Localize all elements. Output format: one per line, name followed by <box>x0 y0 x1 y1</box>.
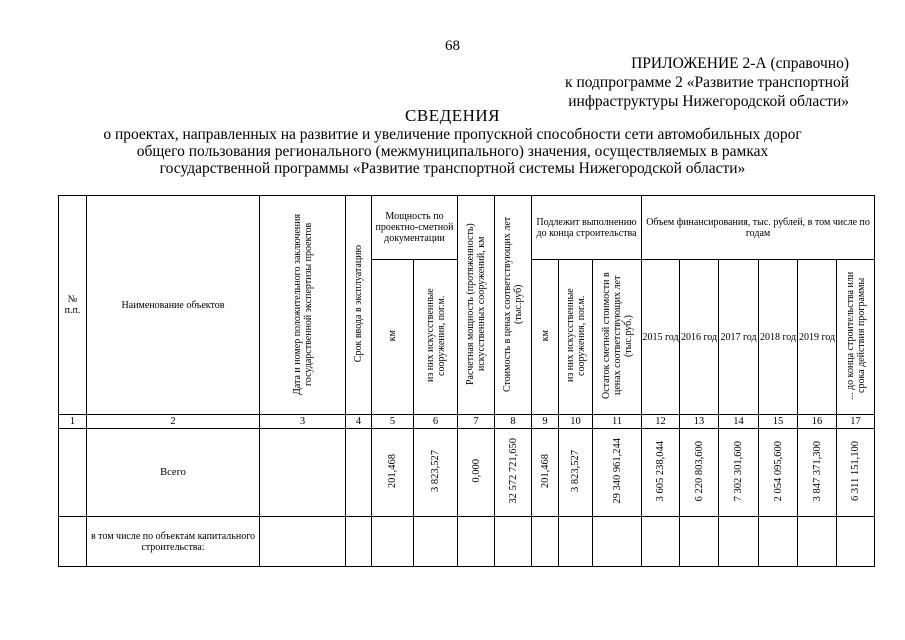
sub-cell-empty <box>59 517 87 567</box>
total-remain-struct: 3 823,527 <box>559 429 593 517</box>
total-cell-empty <box>260 429 346 517</box>
total-capacity-km: 201,468 <box>372 429 414 517</box>
sub-cell-empty <box>593 517 642 567</box>
header-name: Наименование объектов <box>87 196 260 415</box>
sub-cell-empty <box>495 517 532 567</box>
sub-cell-empty <box>759 517 798 567</box>
sub-label: в том числе по объектам капитального строительства: <box>87 517 260 567</box>
column-number: 1 <box>59 415 87 429</box>
appendix-line-3: инфраструктуры Нижегородской области» <box>568 93 849 110</box>
sub-cell-empty <box>642 517 680 567</box>
header-remain-group: Подлежит выполнению до конца строительства <box>532 196 642 260</box>
total-2017: 7 302 301,600 <box>719 429 759 517</box>
heading-line-2: общего пользования регионального (межмуниципального) значения, осуществляемых в рамках <box>136 143 769 160</box>
column-number: 6 <box>414 415 458 429</box>
sub-cell-empty <box>458 517 495 567</box>
header-capacity-group: Мощность по проектно-сметной документации <box>372 196 458 260</box>
sub-cell-empty <box>680 517 719 567</box>
total-remain-km: 201,468 <box>532 429 559 517</box>
appendix-line-1: ПРИЛОЖЕНИЕ 2-А (справочно) <box>631 55 849 72</box>
column-number: 8 <box>495 415 532 429</box>
header-remain-km: км <box>532 260 559 415</box>
header-remain-cost: Остаток сметной стоимости в ценах соответствующих лет (тыс.руб.) <box>593 260 642 415</box>
header-remain-struct: из них искусственные сооружения, пог.м. <box>559 260 593 415</box>
header-calc-capacity: Расчетная мощность (протяженность) искусственных сооружений, км <box>458 196 495 415</box>
header-year-2018: 2018 год <box>759 260 798 415</box>
header-num: № п.п. <box>59 196 87 415</box>
total-cost: 32 572 721,650 <box>495 429 532 517</box>
header-finance-group: Объем финансирования, тыс. рублей, в том числе по годам <box>642 196 875 260</box>
projects-table <box>58 195 875 567</box>
column-number: 17 <box>837 415 875 429</box>
document-title: СВЕДЕНИЯ <box>405 106 500 125</box>
column-number: 16 <box>798 415 837 429</box>
total-2015: 3 605 238,044 <box>642 429 680 517</box>
column-number: 12 <box>642 415 680 429</box>
total-until-end: 6 311 151,100 <box>837 429 875 517</box>
header-capacity-km: км <box>372 260 414 415</box>
sub-cell-empty <box>532 517 559 567</box>
column-number: 10 <box>559 415 593 429</box>
column-number: 5 <box>372 415 414 429</box>
sub-cell-empty <box>837 517 875 567</box>
sub-cell-empty <box>559 517 593 567</box>
column-number: 11 <box>593 415 642 429</box>
column-number: 13 <box>680 415 719 429</box>
header-expertise: Дата и номер положительного заключения государственной экспертизы проектов <box>260 196 346 415</box>
column-number: 3 <box>260 415 346 429</box>
column-number: 9 <box>532 415 559 429</box>
sub-cell-empty <box>260 517 346 567</box>
sub-cell-empty <box>346 517 372 567</box>
total-calc-capacity: 0,000 <box>458 429 495 517</box>
total-remain-cost: 29 340 961,244 <box>593 429 642 517</box>
document-heading <box>0 106 905 177</box>
total-cell-empty <box>346 429 372 517</box>
sub-cell-empty <box>414 517 458 567</box>
column-number: 14 <box>719 415 759 429</box>
header-row-1 <box>59 196 875 260</box>
total-row <box>59 429 875 517</box>
column-number: 4 <box>346 415 372 429</box>
header-until-end: ... до конца строительства или срока действия программы <box>837 260 875 415</box>
total-capacity-struct: 3 823,527 <box>414 429 458 517</box>
column-number: 7 <box>458 415 495 429</box>
total-2016: 6 220 803,600 <box>680 429 719 517</box>
heading-line-3: государственной программы «Развитие транспортной системы Нижегородской области» <box>159 160 746 177</box>
sub-row <box>59 517 875 567</box>
appendix-line-2: к подпрограмме 2 «Развитие транспортной <box>565 74 849 91</box>
column-number: 15 <box>759 415 798 429</box>
total-label: Всего <box>87 429 260 517</box>
column-numbers-row <box>59 415 875 429</box>
header-year-2016: 2016 год <box>680 260 719 415</box>
total-2019: 3 847 371,300 <box>798 429 837 517</box>
header-cost: Стоимость в ценах соответствующих лет (тыс.руб) <box>495 196 532 415</box>
header-year-2015: 2015 год <box>642 260 680 415</box>
column-number: 2 <box>87 415 260 429</box>
header-year-2019: 2019 год <box>798 260 837 415</box>
appendix-note <box>565 54 849 111</box>
header-term: Срок ввода в эксплуатацию <box>346 196 372 415</box>
total-cell-empty <box>59 429 87 517</box>
page-number: 68 <box>445 38 460 54</box>
total-2018: 2 054 095,600 <box>759 429 798 517</box>
sub-cell-empty <box>719 517 759 567</box>
header-year-2017: 2017 год <box>719 260 759 415</box>
header-capacity-struct: из них искусственные сооружения, пог.м. <box>414 260 458 415</box>
sub-cell-empty <box>798 517 837 567</box>
sub-cell-empty <box>372 517 414 567</box>
heading-line-1: о проектах, направленных на развитие и увеличение пропускной способности сети автомобильных дорог <box>103 126 802 143</box>
